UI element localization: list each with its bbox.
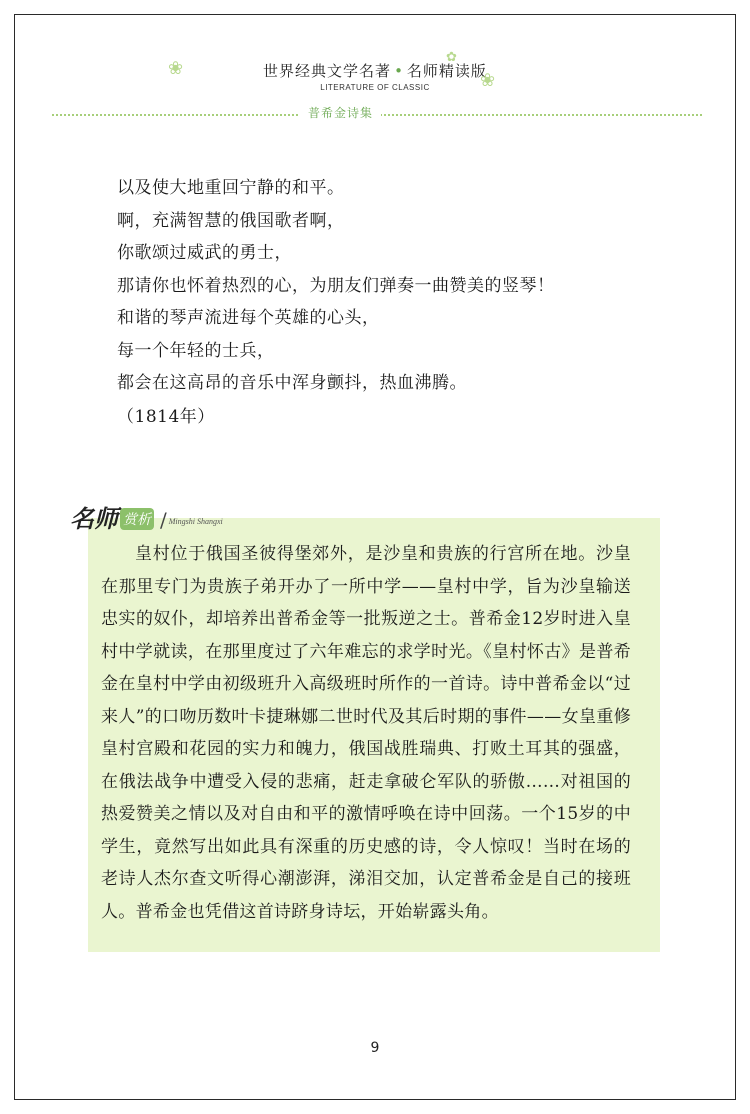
- analysis-paragraph: 皇村位于俄国圣彼得堡郊外，是沙皇和贵族的行宫所在地。沙皇在那里专门为贵族子弟开办了一所中学——皇村中学，旨为沙皇输送忠实的奴仆，却培养出普希金等一批叛逆之士。普希金12岁时进入皇村中学就读，在那里度过了六年难忘的求学时光。《皇村怀古》是普希金在皇村中学由初级班升入高级班时所作的一首诗。诗中普希金以“过来人”的口吻历数叶卡捷琳娜二世时代及其后时期的事件——女皇重修皇村宫殿和花园的实力和魄力，俄国战胜瑞典、打败土耳其的强盛，在俄法战争中遭受入侵的悲痛，赶走拿破仑军队的骄傲……对祖国的热爱赞美之情以及对自由和平的激情呼唤在诗中回荡。一个15岁的中学生，竟然写出如此具有深重的历史感的诗，令人惊叹！当时在场的老诗人杰尔查文听得心潮澎湃，涕泪交加，认定普希金是自己的接班人。普希金也凭借这首诗跻身诗坛，开始崭露头角。: [101, 544, 631, 922]
- series-name: 世界经典文学名著: [263, 62, 392, 80]
- poem-year: （1814年）: [117, 406, 215, 427]
- flower-small-icon: ✿: [446, 50, 457, 65]
- series-title: [0, 60, 750, 81]
- series-english: LITERATURE OF CLASSIC: [320, 83, 430, 92]
- running-header: [0, 60, 750, 92]
- analysis-heading: [70, 500, 223, 534]
- poem-line: 都会在这高昂的音乐中浑身颤抖，热血沸腾。: [117, 373, 467, 393]
- flower-right-icon: ❀: [480, 70, 496, 91]
- poem-line: 和谐的琴声流进每个英雄的心头，: [117, 308, 380, 328]
- flower-left-icon: ❀: [168, 58, 184, 79]
- analysis-heading-pinyin: Mingshi Shangxi: [168, 517, 223, 526]
- book-title: 普希金诗集: [300, 104, 381, 121]
- poem-line: 那请你也怀着热烈的心，为朋友们弹奏一曲赞美的竖琴！: [117, 275, 555, 296]
- analysis-heading-slash: /: [160, 508, 167, 532]
- poem-line: 以及使大地重回宁静的和平。: [117, 178, 345, 198]
- page-number: 9: [370, 1040, 380, 1056]
- series-tag: 名师精读版: [406, 62, 487, 80]
- analysis-heading-badge: 赏析: [120, 508, 154, 530]
- analysis-heading-main: 名师: [70, 504, 118, 533]
- poem-excerpt: [117, 172, 555, 433]
- series-separator: •: [394, 62, 404, 80]
- poem-line: 啊，充满智慧的俄国歌者啊，: [117, 210, 345, 231]
- poem-line: 你歌颂过威武的勇士，: [117, 243, 292, 263]
- poem-line: 每一个年轻的士兵，: [117, 340, 275, 361]
